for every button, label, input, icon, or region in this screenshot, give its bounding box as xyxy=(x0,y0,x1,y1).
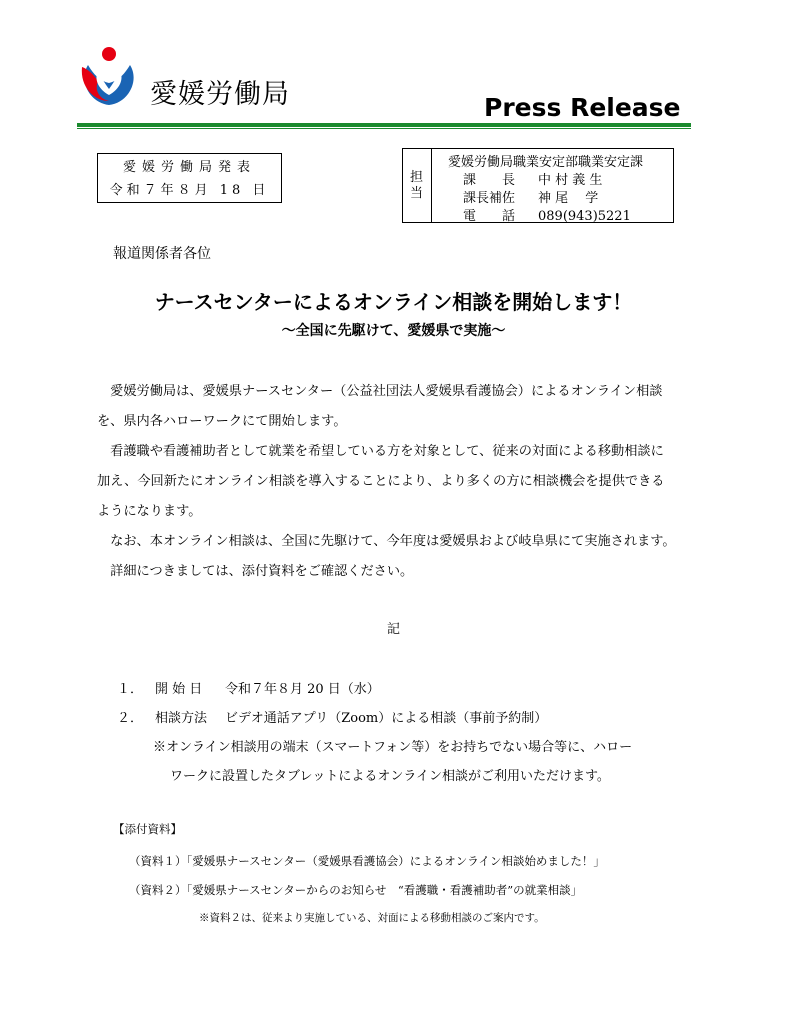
addressee: 報道関係者各位 xyxy=(113,246,211,262)
page-title: ナースセンターによるオンライン相談を開始します！ xyxy=(154,290,633,314)
contact-role: 課長補佐 xyxy=(463,191,516,206)
list-item xyxy=(117,675,632,704)
page-subtitle: ～全国に先駆けて、愛媛県で実施～ xyxy=(281,323,506,339)
body-line: 看護職や看護補助者として就業を希望している方を対象として、従来の対面による移動相談に xyxy=(97,444,664,459)
contact-row xyxy=(463,169,602,188)
body-line: 加え、今回新たにオンライン相談を導入することにより、より多くの方に相談機会を提供できる xyxy=(97,474,665,489)
item-key: 開 始 日 xyxy=(155,682,203,697)
header-divider-thin xyxy=(77,128,691,129)
body-line: 愛媛労働局は、愛媛県ナースセンター（公益社団法人愛媛県看護協会）によるオンライン相談 xyxy=(97,384,663,399)
announcement-box xyxy=(97,153,282,203)
details-list xyxy=(117,675,632,791)
contact-name: 神 尾 学 xyxy=(538,191,599,206)
attachment-item: （資料２）「愛媛県ナースセンターからのお知らせ “看護職・看護補助者”の就業相談」 xyxy=(129,883,583,897)
item-note: ワークに設置したタブレットによるオンライン相談がご利用いただけます。 xyxy=(170,769,610,784)
attachment-note: ※資料２は、従来より実施している、対面による移動相談のご案内です。 xyxy=(199,912,545,924)
org-title: 愛媛労働局 xyxy=(150,79,290,110)
body-line: を、県内各ハローワークにて開始します。 xyxy=(97,414,347,429)
contact-role: 課 長 xyxy=(463,173,516,188)
contact-phone: 089(943)5221 xyxy=(538,209,631,224)
attachment-item: （資料１）「愛媛県ナースセンター（愛媛県看護協会）によるオンライン相談始めました！」 xyxy=(129,854,605,868)
issuer: 愛媛労働局発表 xyxy=(122,160,256,175)
attachments-heading: 【添付資料】 xyxy=(113,822,182,836)
contact-row xyxy=(463,187,598,206)
contact-label-char: 担 xyxy=(410,170,424,185)
contact-label-char: 当 xyxy=(410,186,424,201)
item-value: ビデオ通話アプリ（Zoom）による相談（事前予約制） xyxy=(225,711,548,726)
item-number: ２． xyxy=(117,711,144,726)
release-date: 令和７年８月 18 日 xyxy=(109,183,270,198)
body-line: 詳細につきましては、添付資料をご確認ください。 xyxy=(97,564,414,579)
item-note: ※オンライン相談用の端末（スマートフォン等）をお持ちでない場合等に、ハロー xyxy=(153,740,633,755)
press-release-label: Press Release xyxy=(484,93,681,122)
contact-label xyxy=(403,149,432,222)
contact-name: 中 村 義 生 xyxy=(538,173,603,188)
item-key: 相談方法 xyxy=(155,711,208,726)
contact-box xyxy=(402,148,674,223)
header-divider xyxy=(77,123,691,127)
contact-role: 電 話 xyxy=(463,209,516,224)
item-number: １． xyxy=(117,682,144,697)
body-line: ようになります。 xyxy=(97,504,202,519)
list-item xyxy=(117,704,632,733)
ministry-logo-icon xyxy=(80,45,138,107)
body-text xyxy=(97,377,697,587)
body-line: なお、本オンライン相談は、全国に先駆けて、今年度は愛媛県および岐阜県にて実施されます。 xyxy=(97,534,676,549)
item-value: 令和７年８月 20 日（水） xyxy=(225,682,380,697)
ki-heading: 記 xyxy=(386,622,400,637)
contact-department: 愛媛労働局職業安定部職業安定課 xyxy=(448,155,644,170)
contact-row xyxy=(463,205,631,224)
